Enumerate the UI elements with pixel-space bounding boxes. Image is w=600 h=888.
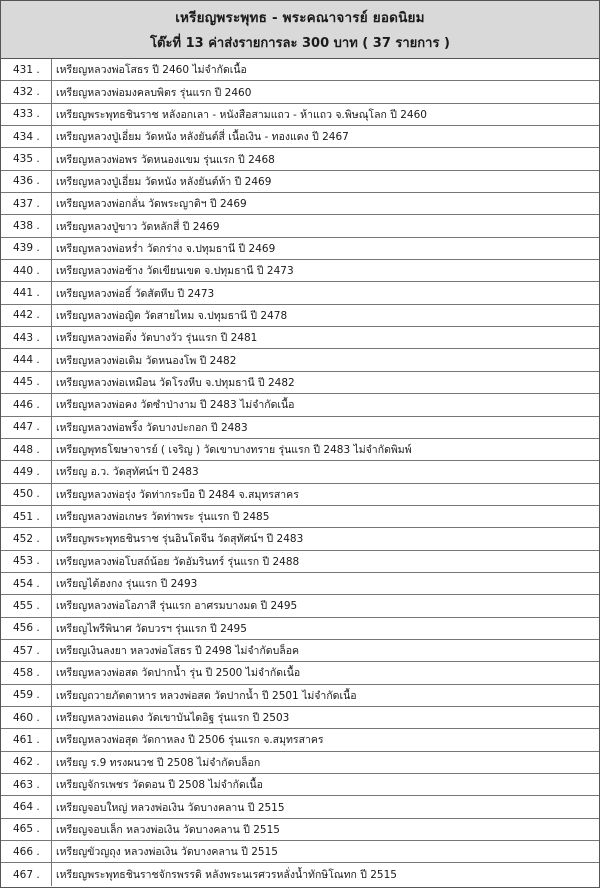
table-row	[1, 215, 599, 237]
item-number: 456 .	[1, 618, 52, 639]
item-description: เหรียญหลวงพ่อติ่ง วัดบางวัว รุ่นแรก ปี 2481	[56, 332, 258, 345]
item-description: เหรียญหลวงพ่อโสธร ปี 2460 ไม่จำกัดเนื้อ	[56, 64, 247, 77]
table-row	[1, 685, 599, 707]
item-number: 465 .	[1, 819, 52, 840]
item-number: 450 .	[1, 484, 52, 505]
table-row	[1, 372, 599, 394]
item-number: 448 .	[1, 439, 52, 460]
item-number: 444 .	[1, 349, 52, 370]
item-description: เหรียญหลวงพ่อแดง วัดเขาบันไดอิฐ รุ่นแรก ปี 2503	[56, 712, 290, 725]
table-row	[1, 305, 599, 327]
item-number: 445 .	[1, 372, 52, 393]
item-description: เหรียญพระพุทธชินราชจักรพรรดิ หลังพระนเรศวรหลั่งน้ำทักษิโณทก ปี 2515	[56, 869, 397, 882]
item-description: เหรียญหลวงปู่เอี่ยม วัดหนัง หลังยันต์ห้า ปี 2469	[56, 175, 272, 188]
table-row	[1, 662, 599, 684]
table-row	[1, 841, 599, 863]
item-number: 441 .	[1, 282, 52, 303]
item-number: 463 .	[1, 774, 52, 795]
table-row	[1, 394, 599, 416]
table-row	[1, 148, 599, 170]
table-row	[1, 863, 599, 885]
table-row	[1, 551, 599, 573]
item-description: เหรียญหลวงพ่อเหมือน วัดโรงหีบ จ.ปทุมธานี ปี 2482	[56, 376, 295, 389]
item-number: 467 .	[1, 863, 52, 885]
item-description: เหรียญหลวงพ่อพร วัดหนองแขม รุ่นแรก ปี 2468	[56, 153, 275, 166]
page-subtitle: โต๊ะที่ 13 ค่าส่งรายการละ 300 บาท ( 37 รายการ )	[150, 36, 450, 51]
item-number: 466 .	[1, 841, 52, 862]
item-description: เหรียญพระพุทธชินราช รุ่นอินโดจีน วัดสุทัศน์ฯ ปี 2483	[56, 533, 304, 546]
item-number: 462 .	[1, 752, 52, 773]
item-description: เหรียญหลวงพ่อเกษร วัดท่าพระ รุ่นแรก ปี 2485	[56, 511, 270, 524]
item-number: 442 .	[1, 305, 52, 326]
item-description: เหรียญขัวญถุง หลวงพ่อเงิน วัดบางคลาน ปี 2515	[56, 846, 278, 859]
table-row	[1, 819, 599, 841]
table-row	[1, 618, 599, 640]
item-description: เหรียญหลวงปู่ขาว วัดหลักสี่ ปี 2469	[56, 220, 220, 233]
item-description: เหรียญจักรเพชร วัดดอน ปี 2508 ไม่จำกัดเนื้อ	[56, 779, 263, 792]
table-row	[1, 349, 599, 371]
item-number: 436 .	[1, 171, 52, 192]
item-description: เหรียญหลวงพ่อเดิม วัดหนองโพ ปี 2482	[56, 354, 237, 367]
table-row	[1, 260, 599, 282]
item-description: เหรียญหลวงพ่อพริ้ง วัดบางปะกอก ปี 2483	[56, 421, 248, 434]
item-number: 458 .	[1, 662, 52, 683]
table-row	[1, 573, 599, 595]
table-row	[1, 461, 599, 483]
table-row	[1, 171, 599, 193]
item-number: 437 .	[1, 193, 52, 214]
item-description: เหรียญหลวงปู่เอี่ยม วัดหนัง หลังยันต์สี่ เนื้อเงิน - ทองแดง ปี 2467	[56, 131, 349, 144]
item-number: 452 .	[1, 528, 52, 549]
item-number: 439 .	[1, 238, 52, 259]
item-description: เหรียญจอบใหญ่ หลวงพ่อเงิน วัดบางคลาน ปี 2515	[56, 801, 285, 814]
table-row	[1, 774, 599, 796]
item-description: เหรียญไพรีพินาศ วัดบวรฯ รุ่นแรก ปี 2495	[56, 622, 247, 635]
item-number: 435 .	[1, 148, 52, 169]
table-row	[1, 282, 599, 304]
item-number: 438 .	[1, 215, 52, 236]
item-number: 433 .	[1, 104, 52, 125]
item-number: 453 .	[1, 551, 52, 572]
item-description: เหรียญหลวงพ่อธิ์ วัดสัตหีบ ปี 2473	[56, 287, 215, 300]
table-row	[1, 104, 599, 126]
item-number: 431 .	[1, 59, 52, 80]
item-description: เหรียญพระพุทธชินราช หลังอกเลา - หนังสือสามแถว - ห้าแถว จ.พิษณุโลก ปี 2460	[56, 108, 427, 121]
table-row	[1, 484, 599, 506]
item-number: 451 .	[1, 506, 52, 527]
item-description: เหรียญหลวงพ่อกลั่น วัดพระญาติฯ ปี 2469	[56, 198, 247, 211]
table-row	[1, 126, 599, 148]
item-number: 432 .	[1, 81, 52, 102]
table-row	[1, 528, 599, 550]
item-table	[1, 59, 599, 886]
item-number: 461 .	[1, 729, 52, 750]
table-row	[1, 640, 599, 662]
table-row	[1, 707, 599, 729]
item-description: เหรียญหลวงพ่อสุด วัดกาหลง ปี 2506 รุ่นแรก จ.สมุทรสาคร	[56, 734, 324, 747]
item-number: 455 .	[1, 595, 52, 616]
item-description: เหรียญหลวงพ่อโอภาสี รุ่นแรก อาศรมบางมด ปี 2495	[56, 600, 298, 613]
item-number: 443 .	[1, 327, 52, 348]
item-number: 440 .	[1, 260, 52, 281]
table-row	[1, 595, 599, 617]
item-description: เหรียญพุทธโฆษาจารย์ ( เจริญ ) วัดเขาบางทราย รุ่นแรก ปี 2483 ไม่จำกัดพิมพ์	[56, 444, 412, 457]
table-row	[1, 59, 599, 81]
table-row	[1, 417, 599, 439]
table-row	[1, 439, 599, 461]
item-number: 459 .	[1, 685, 52, 706]
item-number: 464 .	[1, 796, 52, 817]
item-description: เหรียญ อ.ว. วัดสุทัศน์ฯ ปี 2483	[56, 466, 199, 479]
item-number: 434 .	[1, 126, 52, 147]
item-description: เหรียญหลวงพ่อสด วัดปากน้ำ รุ่น ปี 2500 ไม่จำกัดเนื้อ	[56, 667, 301, 680]
item-number: 449 .	[1, 461, 52, 482]
table-row	[1, 729, 599, 751]
item-description: เหรียญถวายภัตตาหาร หลวงพ่อสด วัดปากน้ำ ปี 2501 ไม่จำกัดเนื้อ	[56, 689, 357, 702]
item-description: เหรียญหลวงพ่อรุ่ง วัดท่ากระบือ ปี 2484 จ.สมุทรสาคร	[56, 488, 299, 501]
table-row	[1, 193, 599, 215]
item-description: เหรียญหลวงพ่อญิต วัดสายไหม จ.ปทุมธานี ปี 2478	[56, 309, 288, 322]
item-number: 457 .	[1, 640, 52, 661]
item-number: 447 .	[1, 417, 52, 438]
item-number: 454 .	[1, 573, 52, 594]
table-row	[1, 752, 599, 774]
item-description: เหรียญหลวงพ่อคง วัดซำป่างาม ปี 2483 ไม่จำกัดเนื้อ	[56, 399, 295, 412]
item-number: 446 .	[1, 394, 52, 415]
item-description: เหรียญเงินลงยา หลวงพ่อโสธร ปี 2498 ไม่จำกัดบล็อค	[56, 645, 300, 658]
item-description: เหรียญหลวงพ่อหร่ำ วัดกร่าง จ.ปทุมธานี ปี 2469	[56, 242, 276, 255]
table-row	[1, 796, 599, 818]
item-description: เหรียญจอบเล็ก หลวงพ่อเงิน วัดบางคลาน ปี 2515	[56, 823, 280, 836]
item-description: เหรียญหลวงพ่อช้าง วัดเขียนเขต จ.ปทุมธานี ปี 2473	[56, 265, 294, 278]
item-number: 460 .	[1, 707, 52, 728]
page-title: เหรียญพระพุทธ - พระคณาจารย์ ยอดนิยม	[175, 10, 425, 26]
table-header	[1, 1, 599, 59]
item-description: เหรียญหลวงพ่อโบสถ์น้อย วัดอัมรินทร์ รุ่นแรก ปี 2488	[56, 555, 300, 568]
table-row	[1, 506, 599, 528]
table-row	[1, 81, 599, 103]
item-description: เหรียญไต้ฮงกง รุ่นแรก ปี 2493	[56, 578, 198, 591]
item-description: เหรียญหลวงพ่อมงคลบพิตร รุ่นแรก ปี 2460	[56, 86, 252, 99]
item-description: เหรียญ ร.9 ทรงผนวช ปี 2508 ไม่จำกัดบล็อก	[56, 756, 261, 769]
table-row	[1, 238, 599, 260]
table-row	[1, 327, 599, 349]
